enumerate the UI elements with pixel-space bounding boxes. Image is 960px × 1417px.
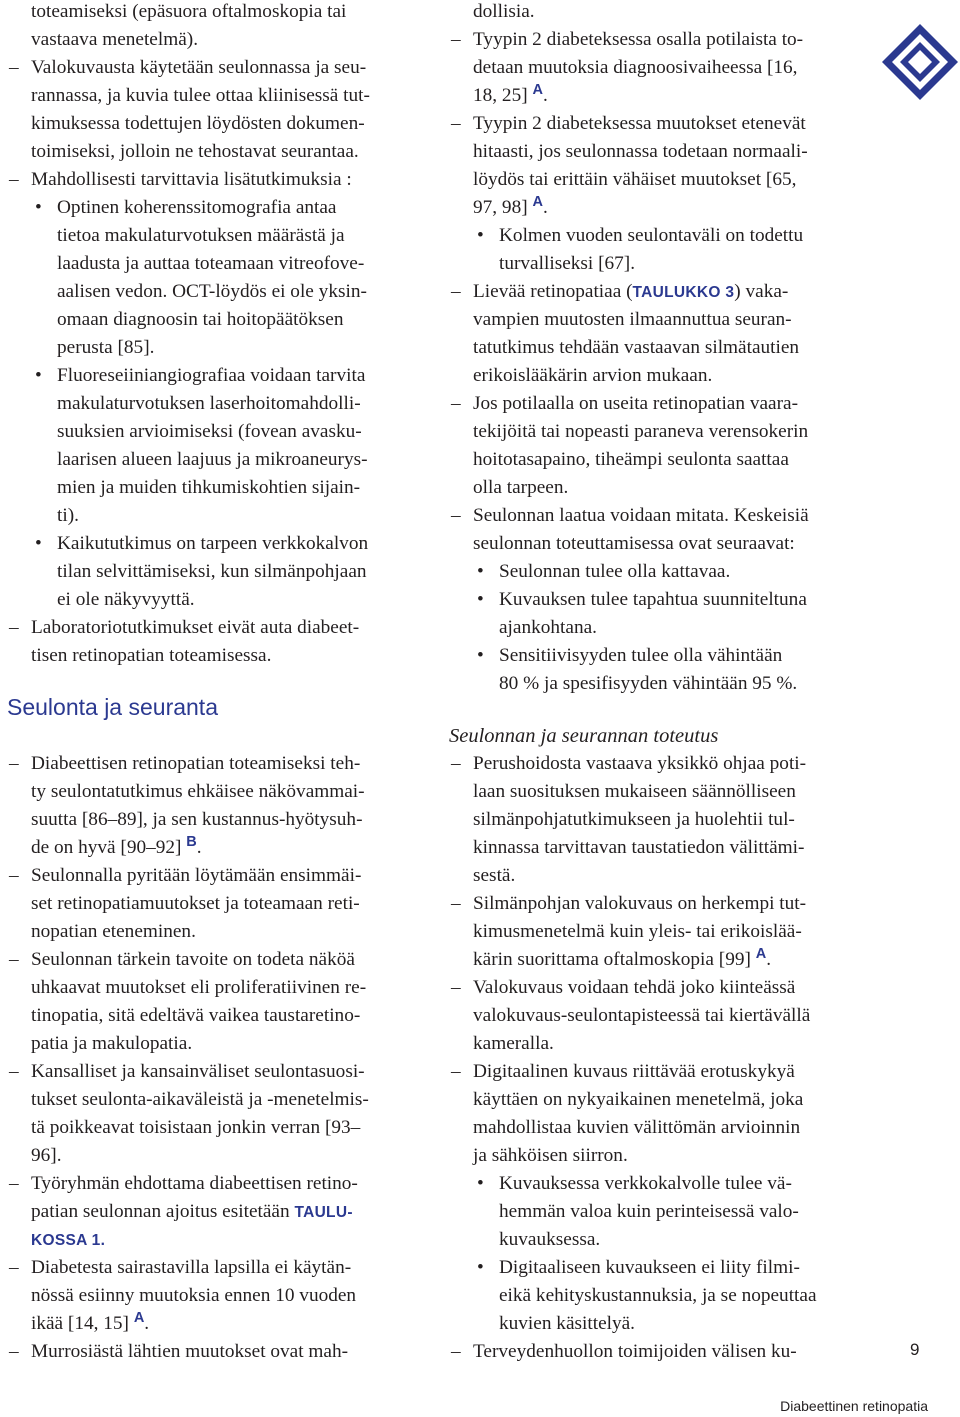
dash-bullet: – [9,57,19,78]
bullet: • [35,365,42,386]
dash-bullet: – [9,1341,19,1362]
bullet: • [35,197,42,218]
dash-bullet: – [451,753,461,774]
bullet: • [477,589,484,610]
dash-bullet: – [9,949,19,970]
dash-bullet: – [9,753,19,774]
bullet: • [477,561,484,582]
dash-bullet: – [9,617,19,638]
dash-bullet: – [9,1061,19,1082]
dash-bullet: – [451,977,461,998]
dash-bullet: – [9,865,19,886]
table-1-link[interactable]: TAULU- [294,1204,353,1221]
bullet: • [477,1173,484,1194]
bullet: • [477,1257,484,1278]
table-3-link[interactable]: TAULUKKO 3 [632,284,735,301]
subheading: Seulonnan ja seurannan toteutus [449,725,719,747]
dash-bullet: – [451,893,461,914]
dash-bullet: – [451,1341,461,1362]
dash-bullet: – [451,393,461,414]
footer-title: Diabeettinen retinopatia [780,1398,928,1414]
dash-bullet: – [9,1257,19,1278]
evidence-level-a: A [532,194,543,210]
dash-bullet: – [451,113,461,134]
page-number: 9 [910,1340,920,1359]
evidence-level-a: A [755,946,767,962]
dash-bullet: – [451,281,461,302]
dash-bullet: – [9,1173,19,1194]
dash-bullet: – [451,1061,461,1082]
bullet: • [477,225,484,246]
evidence-level-a: A [532,82,543,98]
table-1-link-cont[interactable]: KOSSA 1 [31,1232,101,1249]
evidence-level-b: B [186,834,197,850]
bullet: • [477,645,484,666]
dash-bullet: – [9,169,19,190]
bullet: • [35,533,42,554]
diamond-logo-icon [880,22,960,102]
dash-bullet: – [451,29,461,50]
dash-bullet: – [451,505,461,526]
evidence-level-a: A [133,1310,145,1326]
section-heading: Seulonta ja seuranta [7,694,218,720]
